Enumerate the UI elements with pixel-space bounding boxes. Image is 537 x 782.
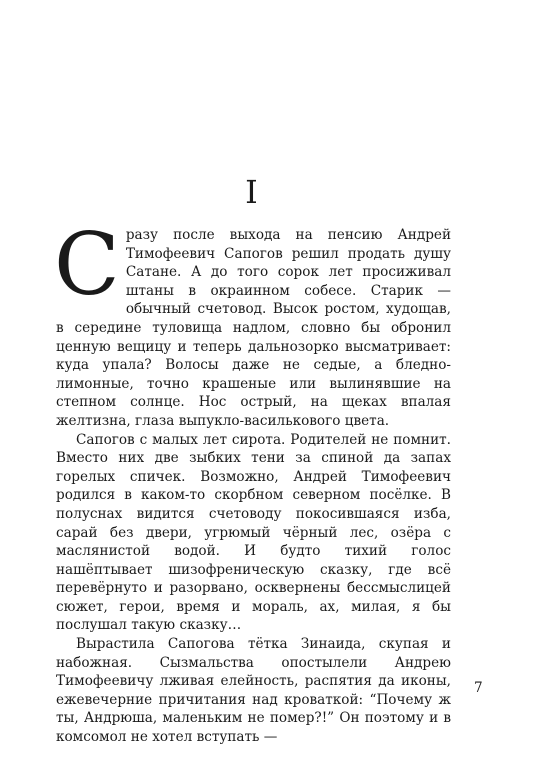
paragraph-2: Сапогов с малых лет сирота. Родителей не помнит. Вместо них две зыбких тени за спиной да запах горелых спичек. Возможно, Андрей Тимофеевич родился в каком-то скорбном северном посёлке. В полуснах видится счетоводу покосившаяся изба, сарай без двери, угрюмый чёрный лес, озёра с маслянистой водой. И будто тихий голос нашёптывает шизофреническую сказку, где всё перевёрнуто и разорвано, осквернены бессмыслицей сюжет, герои, время и мораль, ах, милая, я бы послушал такую сказку… — [56, 431, 451, 634]
paragraph-1-text: разу после выхода на пенсию Андрей Тимофеевич Сапогов решил продать душу Сатане. А до того сорок лет просиживал штаны в окраинном собесе. Старик — обычный счетовод. Высок ростом, худощав, в середине туловища надлом, словно бы обронил ценную вещицу и теперь дальнозорко высматривает: куда упала? Волосы даже не седые, а бледно-лимонные, точно крашеные или вылинявшие на степном солнце. Нос острый, на щеках впалая желтизна, глаза выпукло-василькового цвета. — [56, 227, 451, 429]
paragraph-1 — [54, 215, 451, 431]
paragraph-3: Вырастила Сапогова тётка Зинаида, скупая и набожная. Сызмальства опостылели Андрею Тимофеевичу лживая елейность, распятия да иконы, ежевечерние причитания над кроваткой: “Почему ж ты, Андрюша, маленьким не помер?!” Он поэтому и в комсомол не хотел вступать — — [56, 636, 451, 746]
drop-cap: С — [54, 215, 120, 315]
body-text — [54, 215, 451, 747]
chapter-number: I — [245, 173, 258, 211]
page-number: 7 — [474, 680, 483, 696]
